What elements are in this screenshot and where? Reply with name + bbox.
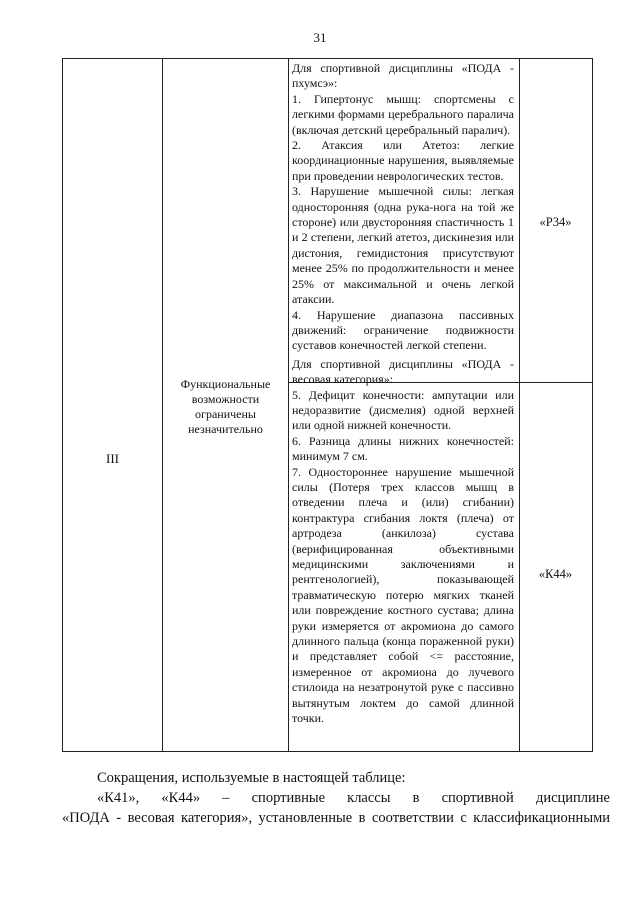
criteria-paragraph: 6. Разница длины нижних конечностей: минимум 7 см. [292, 433, 514, 464]
classification-table [62, 58, 593, 752]
criteria-paragraph: 7. Одностороннее нарушение мышечной силы (Потеря трех классов мышц в отведении плеча и (или) сгибании) контрактура сгибания локтя (плеча) от артродеза (анкилоза) сустава (верифицированная объективными медицинскими заключениями и рентгенологией), показывающей травматическую потерю мягких тканей или повреждение костного сустава; длина руки измеряется от акромиона до самого длинного пальца (конца пораженной руки) и представляет собой <= расстояние, измеренное от акромиона до лучевого стилоида на незатронутой руке с пассивно вытянутым локтем до самой длинной точки. [292, 464, 514, 726]
criteria-paragraph: 3. Нарушение мышечной силы: легкая односторонняя (одна рука-нога на той же стороне) или двусторонняя спастичность 1 и 2 степени, легкий атетоз, дискинезия или дистония, гемидистония присутствуют менее 25% по продолжительности и менее 25% от максимальной и очень легкой атаксии. [292, 184, 514, 307]
criteria-paragraph: 1. Гипертонус мышц: спортсмены с легкими формами церебрального паралича (включая детский церебральный паралич). [292, 91, 514, 137]
criteria-paragraph: 4. Нарушение диапазона пассивных движений: ограничение подвижности суставов конечностей легкой степени. [292, 307, 514, 353]
criteria-cell [288, 59, 519, 726]
criteria-paragraph: Для спортивной дисциплины «ПОДА - пхумсэ»: [292, 61, 514, 91]
sport-class-cell: III [106, 451, 119, 466]
criteria-paragraph: 5. Дефицит конечности: ампутации или недоразвитие (дисмелия) одной верхней или одной нижней конечности. [292, 387, 514, 433]
notes-title: Сокращения, используемые в настоящей таблице: [97, 770, 406, 786]
criteria-paragraph: 2. Атаксия или Атетоз: легкие координационные нарушения, выявляемые при проведении неврологических тестов. [292, 138, 514, 183]
notes-line: «ПОДА - весовая категория», установленные в соответствии с классификационными [62, 810, 610, 826]
sport-code-r34: «Р34» [539, 215, 572, 229]
functional-capabilities-cell: Функциональные возможности ограничены незначительно [180, 377, 271, 436]
page-number: 31 [313, 30, 327, 45]
notes-line: «К41», «К44» – спортивные классы в спортивной дисциплине [97, 790, 610, 806]
sport-code-k44: «К44» [538, 567, 573, 581]
criteria-paragraph: Для спортивной дисциплины «ПОДА - весовая категория»: [292, 356, 514, 387]
column-divider [519, 59, 520, 751]
